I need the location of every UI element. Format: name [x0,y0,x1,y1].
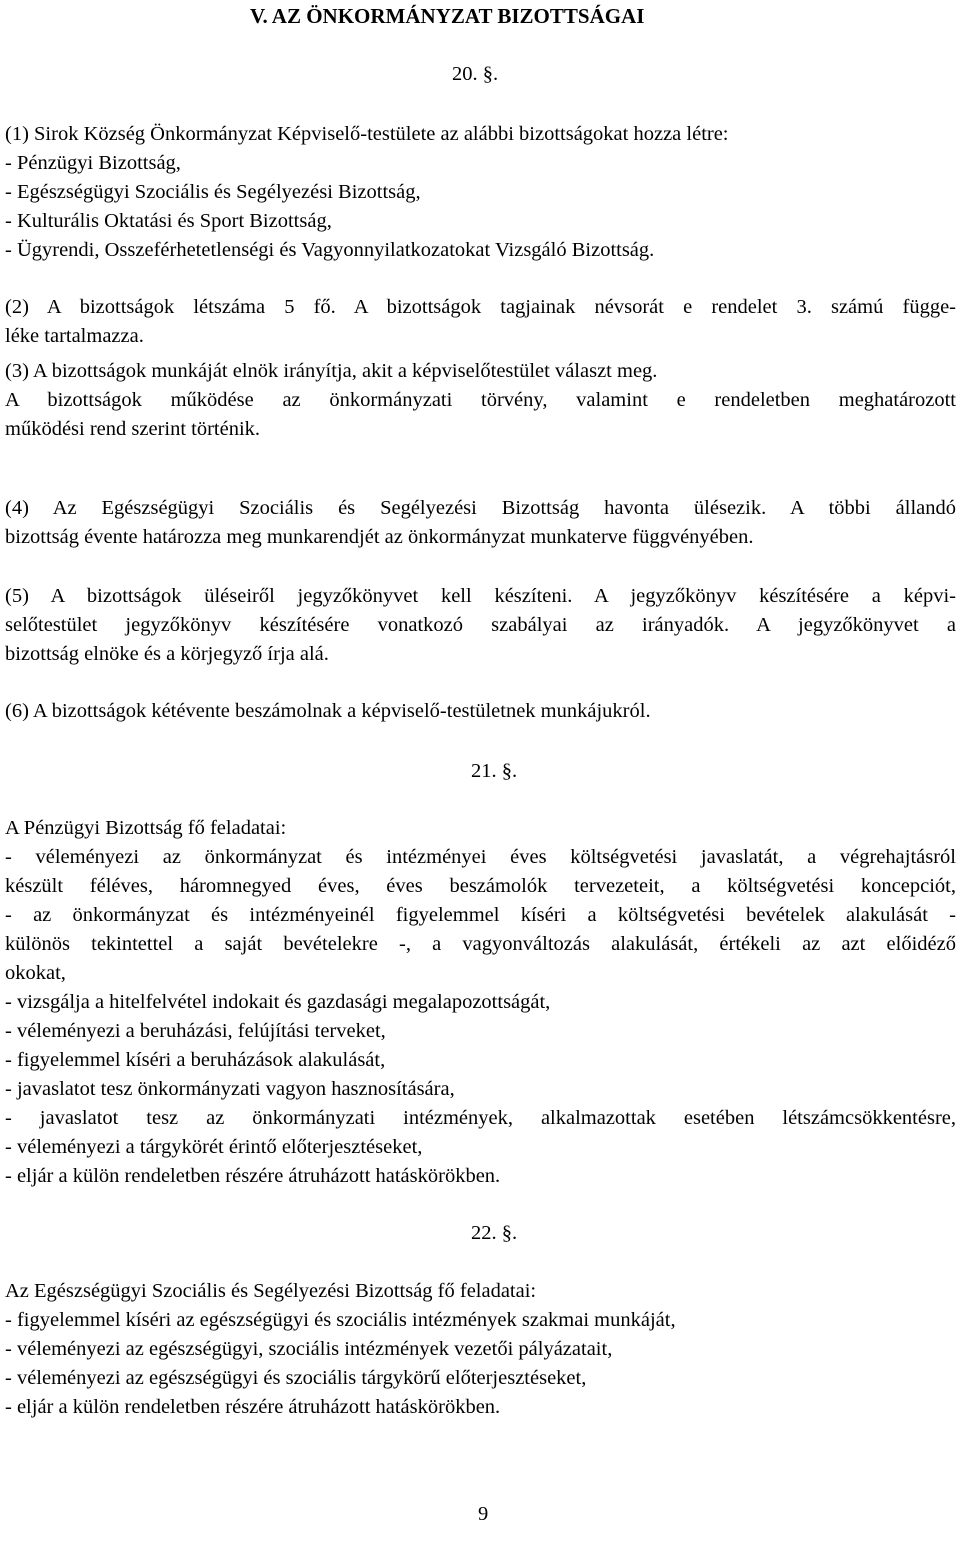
text-line: léke tartalmazza. [5,325,144,347]
list-item: - Ügyrendi, Osszeférhetetlenségi és Vagyonnyilatkozatokat Vizsgáló Bizottság. [5,239,655,261]
paragraph-21 [5,814,956,1191]
paragraph-20-6 [5,697,956,726]
text-line: (6) A bizottságok kétévente beszámolnak a képviselő-testületnek munkájukról. [5,700,651,722]
text-line: A Pénzügyi Bizottság fő feladatai: [5,817,287,839]
list-item: - véleményezi az egészségügyi és szociális tárgykörű előterjesztéseket, [5,1367,587,1389]
section-number-22: 22. §. [471,1222,518,1244]
list-item: - véleményezi az önkormányzat és intézményei éves költségvetési javaslatát, a végrehajtásról [5,846,956,868]
text-line: selőtestület jegyzőkönyv készítésére vonatkozó szabályai az irányadók. A jegyzőkönyvet a [5,614,956,636]
text-line: (5) A bizottságok üléseiről jegyzőkönyvet kell készíteni. A jegyzőkönyv készítésére a képvi- [5,585,956,607]
list-item: - Pénzügyi Bizottság, [5,152,181,174]
list-item: - az önkormányzat és intézményeinél figyelemmel kíséri a költségvetési bevételek alakulását - [5,904,956,926]
text-line: okokat, [5,962,66,984]
paragraph-22 [5,1277,956,1422]
text-line: (3) A bizottságok munkáját elnök irányítja, akit a képviselőtestület választ meg. [5,360,658,382]
text-line: készült féléves, háromnegyed éves, éves beszámolók tervezeteit, a költségvetési koncepciót, [5,875,956,897]
list-item: - javaslatot tesz az önkormányzati intézmények, alkalmazottak esetében létszámcsökkentésre, [5,1107,956,1129]
text-line: (1) Sirok Község Önkormányzat Képviselő-testülete az alábbi bizottságokat hozza létre: [5,123,729,145]
text-line: bizottság elnöke és a körjegyző írja alá. [5,643,329,665]
text-line: bizottság évente határozza meg munkarendjét az önkormányzat munkaterve függvényében. [5,526,754,548]
text-line: (2) A bizottságok létszáma 5 fő. A bizottságok tagjainak névsorát e rendelet 3. számú függe- [5,296,956,318]
section-number-20: 20. §. [452,63,499,85]
section-number-21: 21. §. [471,760,518,782]
list-item: - véleményezi a beruházási, felújítási terveket, [5,1020,386,1042]
text-line: működési rend szerint történik. [5,418,261,440]
list-item: - javaslatot tesz önkormányzati vagyon hasznosítására, [5,1078,455,1100]
list-item: - figyelemmel kíséri a beruházások alakulását, [5,1049,386,1071]
paragraph-20-4 [5,494,956,552]
paragraph-20-1 [5,120,956,265]
list-item: - véleményezi a tárgykörét érintő előterjesztéseket, [5,1136,423,1158]
text-line: (4) Az Egészségügyi Szociális és Segélyezési Bizottság havonta ülésezik. A többi állandó [5,497,956,519]
list-item: - vizsgálja a hitelfelvétel indokait és gazdasági megalapozottságát, [5,991,551,1013]
paragraph-20-5 [5,582,956,669]
text-line: A bizottságok működése az önkormányzati törvény, valamint e rendeletben meghatározott [5,389,956,411]
list-item: - véleményezi az egészségügyi, szociális intézmények vezetői pályázatait, [5,1338,613,1360]
list-item: - eljár a külön rendeletben részére átruházott hatáskörökben. [5,1165,501,1187]
paragraph-20-2 [5,293,956,351]
list-item: - Kulturális Oktatási és Sport Bizottság, [5,210,332,232]
list-item: - figyelemmel kíséri az egészségügyi és szociális intézmények szakmai munkáját, [5,1309,676,1331]
page-number: 9 [478,1503,489,1525]
list-item: - Egészségügyi Szociális és Segélyezési Bizottság, [5,181,421,203]
list-item: - eljár a külön rendeletben részére átruházott hatáskörökben. [5,1396,501,1418]
chapter-title: V. AZ ÖNKORMÁNYZAT BIZOTTSÁGAI [250,4,645,28]
paragraph-20-3 [5,357,956,444]
text-line: Az Egészségügyi Szociális és Segélyezési Bizottság fő feladatai: [5,1280,537,1302]
text-line: különös tekintettel a saját bevételekre -, a vagyonváltozás alakulását, értékeli az azt előidéző [5,933,956,955]
